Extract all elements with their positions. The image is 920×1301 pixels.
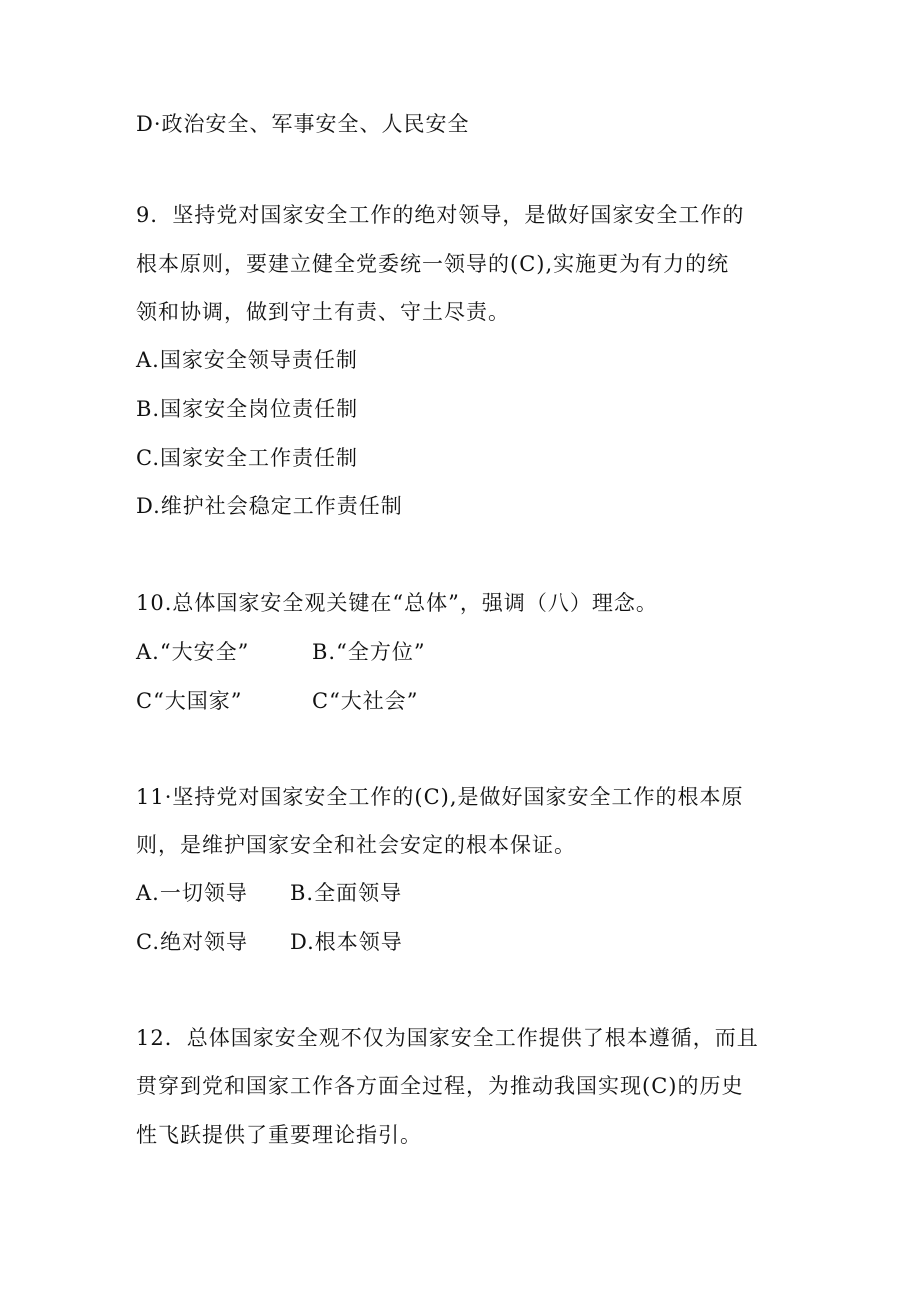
- q9-option-d: D.维护社会稳定工作责任制: [136, 494, 403, 518]
- q9-stem-line-3: 领和协调，做到守土有责、守土尽责。: [136, 300, 510, 324]
- q8-option-d: D·政治安全、军事安全、人民安全: [136, 112, 470, 136]
- q10-option-a: A.“大安全”: [136, 640, 250, 664]
- q11-option-b: B.全面领导: [290, 881, 403, 905]
- q10-option-d: C“大社会”: [312, 689, 419, 713]
- q9-option-b: B.国家安全岗位责任制: [136, 397, 359, 421]
- q12-stem-line-1: 12．总体国家安全观不仅为国家安全工作提供了根本遵循，而且: [136, 1026, 759, 1050]
- q11-option-a: A.一切领导: [136, 881, 248, 905]
- q12-stem-line-2: 贯穿到党和国家工作各方面全过程，为推动我国实现(C)的历史: [136, 1074, 744, 1098]
- q9-stem-line-2: 根本原则，要建立健全党委统一领导的(C),实施更为有力的统: [136, 252, 730, 276]
- q12-stem-line-3: 性飞跃提供了重要理论指引。: [136, 1123, 422, 1147]
- q11-stem-line-2: 则，是维护国家安全和社会安定的根本保证。: [136, 833, 576, 857]
- q11-option-d: D.根本领导: [290, 930, 403, 954]
- q9-option-a: A.国家安全领导责任制: [136, 348, 358, 372]
- q11-stem-line-1: 11·坚持党对国家安全工作的(C),是做好国家安全工作的根本原: [136, 785, 744, 809]
- q9-option-c: C.国家安全工作责任制: [136, 446, 358, 470]
- q10-option-b: B.“全方位”: [312, 640, 426, 664]
- q10-option-c: C“大国家”: [136, 689, 243, 713]
- q10-stem: 10.总体国家安全观关键在“总体”，强调（八）理念。: [136, 591, 658, 615]
- q11-option-c: C.绝对领导: [136, 930, 248, 954]
- q9-stem-line-1: 9．坚持党对国家安全工作的绝对领导，是做好国家安全工作的: [136, 203, 745, 227]
